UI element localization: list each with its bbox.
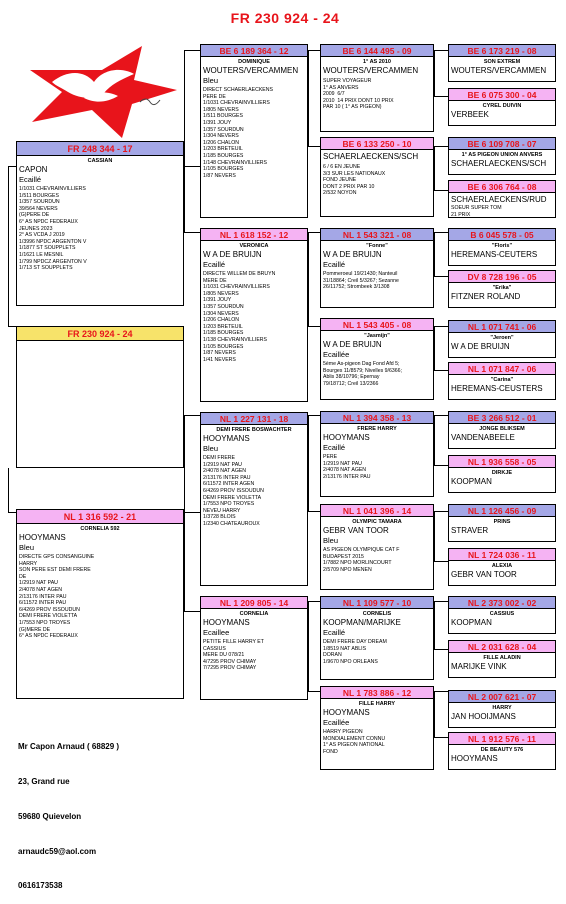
ancestor-name: "Erika" (492, 285, 512, 291)
sire-ring: FR 248 344 - 17 (17, 142, 183, 156)
grandparent-name: DOMINIQUE (238, 59, 270, 65)
ancestor-owner: WOUTERS/VERCAMMEN (451, 66, 547, 75)
great-grandparent-name: FILLE HARRY (358, 701, 396, 707)
ancestor-owner: HOOYMANS (451, 754, 498, 763)
great-grandparent-card (320, 318, 434, 400)
grandparent-name: CORNELIA (239, 611, 269, 617)
grandparent-color: Bleu (203, 444, 219, 453)
dam-color: Bleu (19, 543, 35, 552)
sire-color: Ecaillé (19, 175, 42, 184)
grandparent-notes: DIRECTE WILLEM DE BRUYN MERE DE 1/1031 CHEVRAINVILLIERS 1/805 NEVERS 1/391 JOUY 1/357 SOURDUN 1/304 NEVERS 1/206 CHALON 1/203 BRETEUIL 1/185 BOURGES 1/138 CHEVRAINVILLIERS 1/105 BOURGES 1/87 NEVERS 1/41 NEVERS (203, 271, 276, 363)
ancestor-ring: NL 1 724 036 - 11 (449, 549, 555, 561)
ancestor-owner: STRAVER (451, 526, 489, 535)
ancestor-card (448, 455, 556, 493)
grandparent-ring: NL 1 618 152 - 12 (201, 229, 307, 241)
great-grandparent-notes: SUPER VOYAGEUR 1° AS ANVERS 2009 6/7 2010 14 PRIX DONT 10 PRIX PAR 10 ( 1° AS PIGEON) (323, 78, 394, 111)
grandparent-ring: NL 1 209 805 - 14 (201, 597, 307, 609)
ancestor-owner: SCHAERLAECKENS/SCH (451, 159, 547, 168)
great-grandparent-card (320, 228, 434, 308)
ancestor-extra: SOEUR SUPER TOM 21 PRIX (451, 205, 502, 218)
great-grandparent-owner: HOOYMANS (323, 433, 370, 442)
grandparent-color: Ecaillé (203, 260, 226, 269)
grandparent-ring: BE 6 189 364 - 12 (201, 45, 307, 57)
ancestor-owner: FITZNER ROLAND (451, 292, 521, 301)
grandparent-card (200, 44, 308, 218)
subject-ring: FR 230 924 - 24 (17, 327, 183, 341)
ancestor-ring: BE 6 109 708 - 07 (449, 138, 555, 150)
ancestor-card (448, 548, 556, 586)
ancestor-card (448, 44, 556, 82)
ancestor-ring: NL 2 373 002 - 02 (449, 597, 555, 609)
pedigree-title: FR 230 924 - 24 (230, 10, 340, 26)
ancestor-card (448, 320, 556, 358)
grandparent-card (200, 412, 308, 586)
contact-phone: 0616173538 (18, 881, 63, 891)
grandparent-notes: DIRECT SCHAERLAECKENS PERE DE 1/1031 CHEVRAINVILLIERS 1/805 NEVERS 1/511 BOURGES 1/391 JOUY 1/357 SOURDUN 1/304 NEVERS 1/206 CHALON 1/203 BRETEUIL 1/185 BOURGES 1/148 CHEVRAINVILLIERS 1/105 BOURGES 1/87 NEVERS (203, 87, 273, 179)
subject-card (16, 326, 184, 468)
ancestor-owner: VANDENABEELE (451, 433, 515, 442)
contact-city: 59680 Quievelon (18, 811, 82, 821)
contact-street: 23, Grand rue (18, 776, 70, 786)
grandparent-owner: W A DE BRUIJN (203, 250, 262, 259)
ancestor-name: ALEXIA (491, 563, 513, 569)
great-grandparent-color: Ecaillée (323, 350, 350, 359)
great-grandparent-owner: W A DE BRUIJN (323, 340, 382, 349)
ancestor-name: "Jeroen" (490, 335, 514, 341)
great-grandparent-ring: NL 1 109 577 - 10 (321, 597, 433, 609)
ancestor-card (448, 137, 556, 175)
ancestor-name: JONGE BLIKSEM (479, 426, 525, 432)
great-grandparent-card (320, 686, 434, 770)
ancestor-owner: HEREMANS-CEUTERS (451, 250, 538, 259)
great-grandparent-color: Ecaillé (323, 443, 346, 452)
ancestor-name: FILLE ALADIN (483, 655, 521, 661)
ancestor-card (448, 411, 556, 449)
ancestor-name: DE BEAUTY 576 (480, 747, 524, 753)
great-grandparent-name: "Fonne" (366, 243, 388, 249)
great-grandparent-name: FRERE HARRY (357, 426, 397, 432)
ancestor-name: SON EXTREM (483, 59, 521, 65)
ancestor-owner: JAN HOOIJMANS (451, 712, 516, 721)
great-grandparent-owner: W A DE BRUIJN (323, 250, 382, 259)
great-grandparent-notes: 6 / 6 EN JEUNE 3/3 SUR LES NATIONAUX FOND JEUNE DONT 2 PRIX PAR 10 2/532 NOYON (323, 164, 386, 197)
ancestor-ring: NL 2 007 621 - 07 (449, 691, 555, 703)
ancestor-card (448, 228, 556, 266)
great-grandparent-notes: Pommeroeul 19/21430; Nanteuil 31/18864; Creil 5/3267; Sezanne 26/11752; Strombeek 3/1308 (323, 271, 399, 291)
ancestor-card (448, 88, 556, 126)
sire-card (16, 141, 184, 306)
grandparent-owner: HOOYMANS (203, 618, 250, 627)
sire-owner: CAPON (19, 165, 48, 174)
ancestor-card (448, 504, 556, 542)
dam-notes: DIRECTE GPS CONSANGUINE HARRY SON PERE EST DEMI FRERE DE 1/2919 NAT PAU 2/4078 NAT AGEN 2/13176 INTER PAU 6/11572 INTER PAU 6/4269 PROV ISSOUDUN DEMI FRERE VIOLETTA 1/7553 NPO TROYES (G)MERE DE 6° AS NPDC FEDERAUX (19, 554, 95, 640)
ancestor-ring: NL 1 936 558 - 05 (449, 456, 555, 468)
great-grandparent-card (320, 504, 434, 590)
great-grandparent-ring: NL 1 041 396 - 14 (321, 505, 433, 517)
sire-notes: 1/1031 CHEVRAINVILLIERS 1/511 BOURGES 1/357 SOURDUN 39/564 NEVERS (G)PERE DE 6° AS NPDC FEDERAUX JEUNES 2023 2° AS VCDA J 2019 1/3996 NPDC ARGENTON V 1/1877 ST SOUPPLETS 1/1621 LE MESNIL 1/799 NPDCZ ARGENTON V 1/713 ST SOUPPLETS (19, 186, 87, 272)
ancestor-ring: NL 1 071 741 - 06 (449, 321, 555, 333)
great-grandparent-card (320, 137, 434, 217)
ancestor-card (448, 362, 556, 400)
great-grandparent-name: 1° AS 2010 (363, 59, 391, 65)
ancestor-ring: NL 1 912 576 - 11 (449, 733, 555, 745)
great-grandparent-ring: BE 6 133 250 - 10 (321, 138, 433, 150)
grandparent-card (200, 596, 308, 700)
great-grandparent-ring: NL 1 783 886 - 12 (321, 687, 433, 699)
great-grandparent-color: Ecaillé (323, 260, 346, 269)
great-grandparent-ring: NL 1 543 405 - 08 (321, 319, 433, 331)
great-grandparent-owner: SCHAERLAECKENS/SCH (323, 152, 419, 161)
great-grandparent-ring: NL 1 543 321 - 08 (321, 229, 433, 241)
great-grandparent-card (320, 596, 434, 680)
great-grandparent-owner: WOUTERS/VERCAMMEN (323, 66, 419, 75)
ancestor-name: HARRY (492, 705, 512, 711)
ancestor-ring: BE 6 173 219 - 08 (449, 45, 555, 57)
great-grandparent-owner: HOOYMANS (323, 708, 370, 717)
ancestor-owner: GEBR VAN TOOR (451, 570, 517, 579)
great-grandparent-name: OLYMPIC TAMARA (352, 519, 402, 525)
grandparent-notes: DEMI FRERE 1/2919 NAT PAU 2/4078 NAT AGEN 2/13176 INTER PAU 6/11572 INTER AGEN 6/4269 PROV ISSOUDUN DEMI FRERE VIOLETTA 1/7553 NPO TROYES NEVEU HARRY 1/3728 BLOIS 1/2340 CHATEAUROUX (203, 455, 264, 527)
grandparent-notes: PETITE FILLE HARRY ET CASSIUS MERE DU 078/21 4/7295 PROV CHIMAY 7/7295 PROV CHIMAY (203, 639, 264, 672)
great-grandparent-name: "Jasmijn" (364, 333, 390, 339)
ancestor-owner: KOOPMAN (451, 477, 492, 486)
great-grandparent-color: Bleu (323, 536, 339, 545)
ancestor-name: CASSIUS (489, 611, 515, 617)
ancestor-card (448, 180, 556, 218)
grandparent-ring: NL 1 227 131 - 18 (201, 413, 307, 425)
great-grandparent-notes: DEMI FRERE DAY DREAM 1/8519 NAT ABLIS DORAN 1/9670 NPO ORLEANS (323, 639, 387, 665)
great-grandparent-ring: BE 6 144 495 - 09 (321, 45, 433, 57)
grandparent-owner: WOUTERS/VERCAMMEN (203, 66, 299, 75)
ancestor-name: DIRKJE (491, 470, 513, 476)
great-grandparent-color: Ecaillé (323, 628, 346, 637)
grandparent-name: DEMI FRERE BOSWACHTER (216, 427, 292, 433)
grandparent-name: VERONICA (239, 243, 269, 249)
ancestor-owner: W A DE BRUIJN (451, 342, 510, 351)
great-grandparent-notes: HARRY PIGEON MONDIALEMENT CONNU 1° AS PIGEON NATIONAL FOND (323, 729, 386, 755)
ancestor-owner: VERBEEK (451, 110, 489, 119)
ancestor-card (448, 732, 556, 770)
dam-card (16, 509, 184, 699)
ancestor-ring: B 6 045 578 - 05 (449, 229, 555, 241)
great-grandparent-name: CORNELIS (362, 611, 392, 617)
ancestor-owner: MARIJKE VINK (451, 662, 507, 671)
ancestor-card (448, 596, 556, 634)
dam-owner: HOOYMANS (19, 533, 66, 542)
dam-ring: NL 1 316 592 - 21 (17, 510, 183, 524)
dam-name: CORNELIA 592 (80, 526, 120, 532)
ancestor-ring: BE 3 266 512 - 01 (449, 412, 555, 424)
contact-name: Mr Capon Arnaud ( 68829 ) (18, 742, 120, 752)
sire-name: CASSIAN (87, 158, 113, 164)
ancestor-ring: NL 1 071 847 - 06 (449, 363, 555, 375)
ancestor-ring: NL 1 126 456 - 09 (449, 505, 555, 517)
ancestor-name: CYREL DUIVIN (482, 103, 522, 109)
ancestor-ring: DV 8 728 196 - 05 (449, 271, 555, 283)
ancestor-card (448, 690, 556, 728)
ancestor-name: "Floris" (491, 243, 513, 249)
great-grandparent-owner: GEBR VAN TOOR (323, 526, 389, 535)
contact-email[interactable]: arnaudc59@aol.com (18, 846, 97, 856)
dove-star-logo (22, 40, 182, 140)
great-grandparent-notes: AS PIGEON OLYMPIQUE CAT F BUDAPEST 2015 1/7882 NPO MORLINCOURT 2/5709 NPO MENEN (323, 547, 400, 573)
grandparent-color: Ecaillee (203, 628, 230, 637)
great-grandparent-owner: KOOPMAN/MARIJKE (323, 618, 401, 627)
ancestor-owner: HEREMANS-CEUSTERS (451, 384, 543, 393)
great-grandparent-card (320, 44, 434, 132)
ancestor-owner: KOOPMAN (451, 618, 492, 627)
grandparent-color: Bleu (203, 76, 219, 85)
ancestor-owner: SCHAERLAECKENS/RUD (451, 195, 547, 204)
great-grandparent-card (320, 411, 434, 497)
great-grandparent-notes: 5ème As-pigeon Dag Fond Afd 5; Bourges 11/8579; Nivelles 9/6366; Ablis 38/10796; Epernay 79/18712; Creil 13/2366 (323, 361, 402, 387)
great-grandparent-notes: PERE 1/2919 NAT PAU 2/4078 NAT AGEN 2/13176 INTER PAU (323, 454, 371, 480)
breeder-contact (18, 718, 119, 904)
great-grandparent-ring: NL 1 394 358 - 13 (321, 412, 433, 424)
ancestor-ring: BE 6 075 300 - 04 (449, 89, 555, 101)
ancestor-card (448, 640, 556, 678)
ancestor-ring: BE 6 306 764 - 08 (449, 181, 555, 193)
grandparent-owner: HOOYMANS (203, 434, 250, 443)
great-grandparent-color: Ecaillée (323, 718, 350, 727)
ancestor-ring: NL 2 031 628 - 04 (449, 641, 555, 653)
ancestor-card (448, 270, 556, 308)
grandparent-card (200, 228, 308, 402)
ancestor-name: "Carina" (490, 377, 514, 383)
ancestor-name: 1° AS PIGEON UNION ANVERS (461, 152, 543, 158)
ancestor-name: PRINS (493, 519, 511, 525)
